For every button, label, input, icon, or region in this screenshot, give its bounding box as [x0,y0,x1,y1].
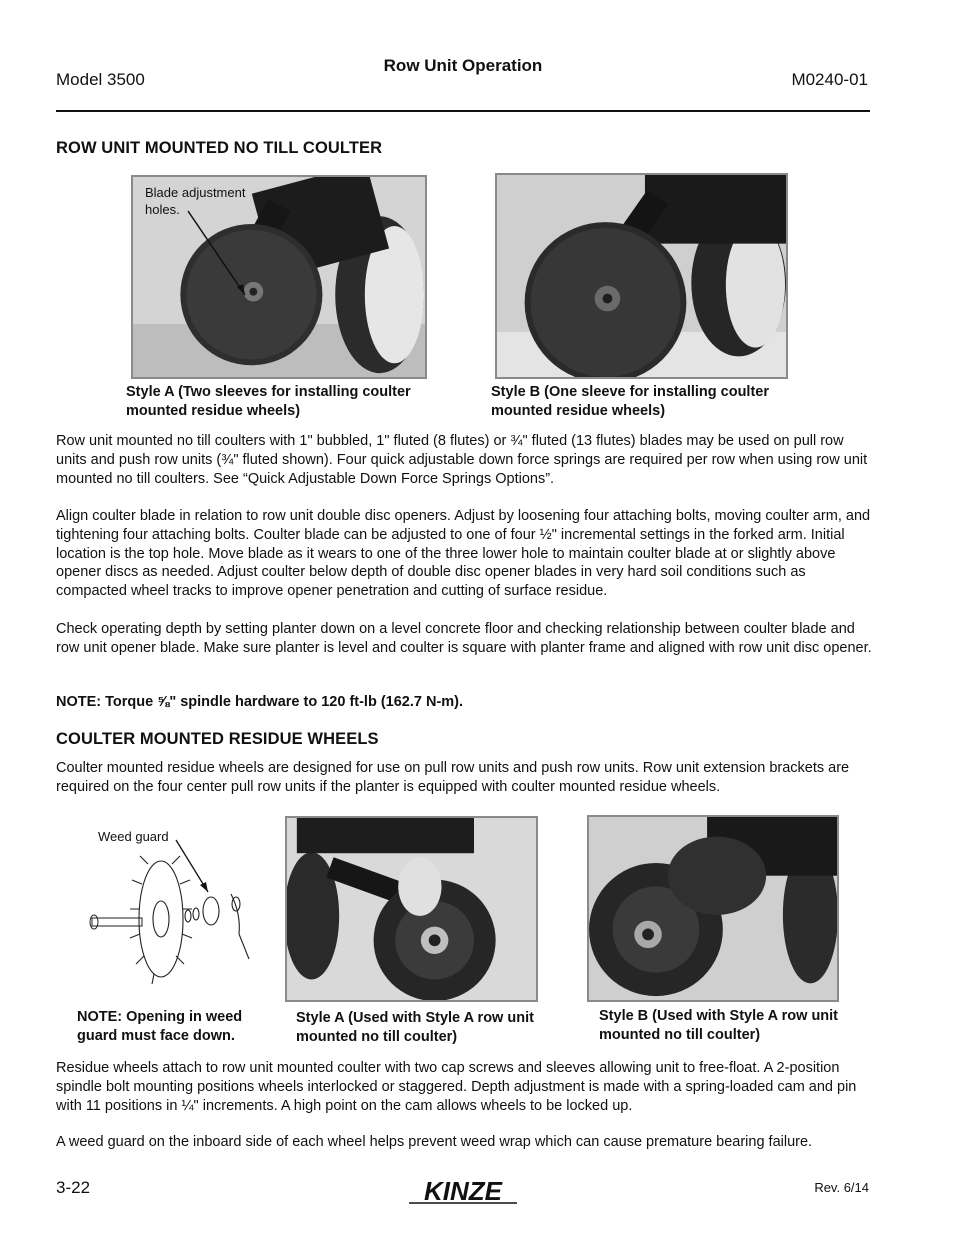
photo-residue-wheel-style-a [285,816,538,1002]
photo-coulter-style-a [131,175,427,379]
header-model: Model 3500 [56,70,145,89]
paragraph-coulter-blades: Row unit mounted no till coulters with 1" bubbled, 1" fluted (8 flutes) or ¾" fluted (13 flutes) blades may be used on pull row units and push row units (¾" fluted shown). Four quick adjustable down force springs are required per row when using row unit mounted no till coulters. See “Quick Adjustable Down Force Springs Options”. [56,433,868,487]
paragraph-weed-guard: A weed guard on the inboard side of each wheel helps prevent weed wrap which can cause premature bearing failure. [56,1134,813,1150]
footer-revision: Rev. 6/14 [814,1180,869,1195]
diagram-weed-guard-exploded [76,824,256,996]
section-title-residue-wheels: COULTER MOUNTED RESIDUE WHEELS [56,730,379,748]
caption-residue-style-a: Style A (Used with Style A row unit mounted no till coulter) [296,1010,534,1045]
paragraph-residue-wheel-attach: Residue wheels attach to row unit mounted coulter with two cap screws and sleeves allowing unit to free-float. A 2-position spindle bolt mounting positions wheels interlocked or staggered. Depth adjustment is made with a spring-loaded cam and pin with 11 positions in ¼" increments. A high point on the cam allows wheels to be locked up. [56,1060,857,1114]
header-section-title: Row Unit Operation [383,56,543,75]
paragraph-operating-depth: Check operating depth by setting planter down on a level concrete floor and checking relationship between coulter blade and row unit opener blade. Make sure planter is level and coulter is square with planter frame and aligned with row unit disc opener. [56,621,872,656]
section-title-no-till-coulter: ROW UNIT MOUNTED NO TILL COULTER [56,139,383,157]
photo-coulter-style-b [495,173,788,379]
caption-residue-style-b: Style B (Used with Style A row unit mounted no till coulter) [599,1008,839,1043]
caption-coulter-style-a: Style A (Two sleeves for installing coulter mounted residue wheels) [126,384,411,419]
caption-weed-guard-note: NOTE: Opening in weed guard must face down. [77,1009,243,1044]
kinze-logo-text: KINZE [424,1176,502,1206]
paragraph-residue-wheels-intro: Coulter mounted residue wheels are designed for use on pull row units and push row units. Row unit extension brackets are required on the four center pull row units if the planter is equipped with coulter mounted residue wheels. [56,760,850,795]
kinze-logo [403,1176,523,1206]
callout-blade-adjustment-holes: Blade adjustment holes. [145,185,246,217]
paragraph-align-coulter: Align coulter blade in relation to row unit double disc openers. Adjust by loosening four attaching bolts, moving coulter arm, and tightening four attaching bolts. Coulter blade can be adjusted to one of four ½" incremental settings in the forked arm. Initial location is the top hole. Move blade as it wears to one of the three lower hole to maintain coulter blade at or slightly above opener discs as needed. Adjust coulter below depth of double disc opener blades in very hard soil conditions such as compacted wheel tracks to improve opener penetration and cutting of surface residue. [56,508,871,600]
callout-weed-guard: Weed guard [98,829,169,844]
header-doc-number: M0240-01 [791,70,868,89]
header-rule [56,110,870,112]
footer-page-number: 3-22 [56,1178,91,1197]
note-torque: NOTE: Torque ⅝" spindle hardware to 120 ft-lb (162.7 N-m). [56,694,464,710]
caption-coulter-style-b: Style B (One sleeve for installing coulter mounted residue wheels) [491,384,769,419]
photo-residue-wheel-style-b [587,815,839,1002]
